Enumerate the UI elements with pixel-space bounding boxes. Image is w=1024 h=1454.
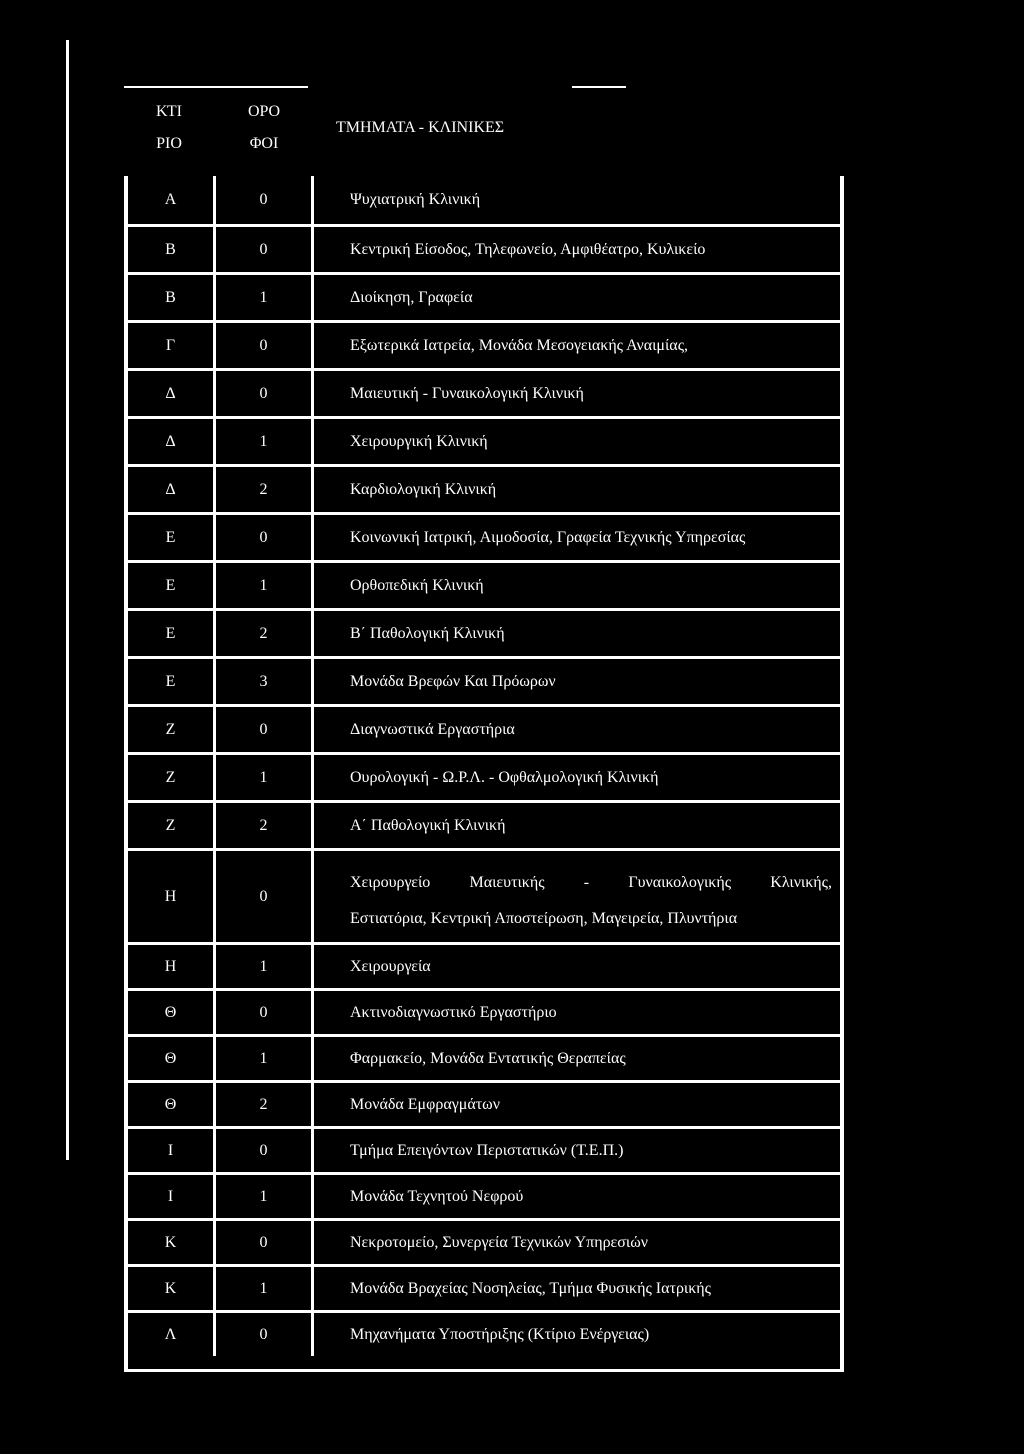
floor-cell: 0 <box>216 515 314 560</box>
department-cell: Νεκροτομείο, Συνεργεία Τεχνικών Υπηρεσιών <box>350 1233 648 1251</box>
table-row <box>128 1310 840 1356</box>
building-cell: Δ <box>128 467 216 512</box>
department-word: Γυναικολογικής <box>628 874 732 891</box>
department-cell: Μαιευτική - Γυναικολογική Κλινική <box>350 384 584 402</box>
floor-cell: 2 <box>216 803 314 848</box>
building-cell: Η <box>128 945 216 988</box>
table-row <box>128 464 840 512</box>
department-cell: Διοίκηση, Γραφεία <box>350 288 473 306</box>
floor-cell: 1 <box>216 755 314 800</box>
department-cell: Χειρουργική Κλινική <box>350 432 488 450</box>
header-floor <box>216 96 312 160</box>
building-cell: Η <box>128 851 216 942</box>
floor-cell: 0 <box>216 851 314 942</box>
building-cell: Ε <box>128 563 216 608</box>
floor-cell: 1 <box>216 419 314 464</box>
table-row <box>128 272 840 320</box>
table-row <box>128 176 840 224</box>
table-row <box>128 368 840 416</box>
department-word: - <box>583 874 590 891</box>
building-cell: Θ <box>128 1037 216 1080</box>
table-row <box>128 988 840 1034</box>
department-word: Κλινικής, <box>770 874 832 891</box>
header-rule-right <box>572 86 626 88</box>
header-rule-left <box>124 86 308 88</box>
building-cell: Κ <box>128 1267 216 1310</box>
header-departments <box>316 112 616 144</box>
building-cell: Ζ <box>128 755 216 800</box>
building-cell: Γ <box>128 323 216 368</box>
building-cell: Ι <box>128 1129 216 1172</box>
building-cell: Κ <box>128 1221 216 1264</box>
department-cell: Β΄ Παθολογική Κλινική <box>350 624 505 642</box>
building-cell: Λ <box>128 1313 216 1356</box>
floor-cell: 1 <box>216 275 314 320</box>
department-cell: Ψυχιατρική Κλινική <box>350 191 481 208</box>
table-row <box>128 656 840 704</box>
table-row <box>128 1126 840 1172</box>
department-cell: Μηχανήματα Υποστήριξης (Κτίριο Ενέργειας) <box>350 1325 650 1343</box>
department-cell: Μονάδα Βραχείας Νοσηλείας, Τμήμα Φυσικής Ιατρικής <box>350 1279 711 1297</box>
floor-cell: 0 <box>216 1313 314 1356</box>
building-cell: Ε <box>128 659 216 704</box>
building-cell: Ε <box>128 611 216 656</box>
building-cell: Δ <box>128 371 216 416</box>
department-cell: Μονάδα Τεχνητού Νεφρού <box>350 1187 524 1205</box>
left-margin-rule <box>66 40 69 1160</box>
department-cell: Φαρμακείο, Μονάδα Εντατικής Θεραπείας <box>350 1049 626 1067</box>
floor-cell: 2 <box>216 467 314 512</box>
table-row <box>128 608 840 656</box>
table-row <box>128 704 840 752</box>
building-cell: Ζ <box>128 707 216 752</box>
table-row <box>128 416 840 464</box>
floor-cell: 3 <box>216 659 314 704</box>
department-cell: Χειρουργεία <box>350 957 431 975</box>
table-row <box>128 1218 840 1264</box>
floor-cell: 0 <box>216 1129 314 1172</box>
department-cell: Ακτινοδιαγνωστικό Εργαστήριο <box>350 1003 557 1021</box>
header-building <box>124 96 214 160</box>
department-cell: Ουρολογική - Ω.Ρ.Λ. - Οφθαλμολογική Κλινική <box>350 768 659 786</box>
department-cell: Διαγνωστικά Εργαστήρια <box>350 720 515 738</box>
department-cell: Ορθοπεδική Κλινική <box>350 576 484 594</box>
department-word: Μαιευτικής <box>469 874 545 891</box>
departments-table <box>124 176 844 1372</box>
table-row <box>128 224 840 272</box>
department-cell: Α΄ Παθολογική Κλινική <box>350 816 506 834</box>
department-line-1 <box>350 865 832 901</box>
building-cell: Β <box>128 227 216 272</box>
table-row <box>128 512 840 560</box>
header-building-line2: ΡΙΟ <box>156 135 182 152</box>
floor-cell: 2 <box>216 611 314 656</box>
department-cell: Κεντρική Είσοδος, Τηλεφωνείο, Αμφιθέατρο, Κυλικείο <box>350 240 706 258</box>
floor-cell: 1 <box>216 1267 314 1310</box>
building-cell: Δ <box>128 419 216 464</box>
department-cell <box>314 851 840 942</box>
floor-cell: 0 <box>216 707 314 752</box>
table-row <box>128 752 840 800</box>
department-cell: Μονάδα Εμφραγμάτων <box>350 1095 500 1113</box>
floor-cell: 0 <box>216 323 314 368</box>
header-floor-line2: ΦΟΙ <box>249 135 279 152</box>
department-word: Χειρουργείο <box>350 874 431 891</box>
floor-cell: 0 <box>216 176 314 224</box>
table-row <box>128 320 840 368</box>
building-cell: Β <box>128 275 216 320</box>
table-row <box>128 848 840 942</box>
floor-cell: 1 <box>216 945 314 988</box>
building-cell: Ε <box>128 515 216 560</box>
header-building-line1: ΚΤΙ <box>156 103 182 120</box>
floor-cell: 0 <box>216 371 314 416</box>
table-row <box>128 1034 840 1080</box>
table-row <box>128 800 840 848</box>
floor-cell: 0 <box>216 1221 314 1264</box>
floor-cell: 1 <box>216 1037 314 1080</box>
floor-cell: 2 <box>216 1083 314 1126</box>
building-cell: Θ <box>128 991 216 1034</box>
floor-cell: 0 <box>216 991 314 1034</box>
floor-cell: 0 <box>216 227 314 272</box>
table-header <box>124 96 844 176</box>
building-cell: Ι <box>128 1175 216 1218</box>
building-cell: Ζ <box>128 803 216 848</box>
floor-cell: 1 <box>216 1175 314 1218</box>
table-row <box>128 1172 840 1218</box>
department-cell: Κοινωνική Ιατρική, Αιμοδοσία, Γραφεία Τεχνικής Υπηρεσίας <box>350 528 746 546</box>
building-cell: Α <box>128 176 216 224</box>
header-floor-line1: ΟΡΟ <box>247 103 280 120</box>
header-departments-label: ΤΜΗΜΑΤΑ - ΚΛΙΝΙΚΕΣ <box>336 119 505 136</box>
building-cell: Θ <box>128 1083 216 1126</box>
table-row <box>128 942 840 988</box>
table-row <box>128 560 840 608</box>
table-row <box>128 1264 840 1310</box>
table-row <box>128 1080 840 1126</box>
department-line-2: Εστιατόρια, Κεντρική Αποστείρωση, Μαγειρεία, Πλυντήρια <box>350 910 738 927</box>
department-cell: Καρδιολογική Κλινική <box>350 480 497 498</box>
department-cell: Εξωτερικά Ιατρεία, Μονάδα Μεσογειακής Αναιμίας, <box>350 336 689 354</box>
department-cell: Τμήμα Επειγόντων Περιστατικών (Τ.Ε.Π.) <box>350 1141 624 1159</box>
department-cell: Μονάδα Βρεφών Και Πρόωρων <box>350 672 556 690</box>
floor-cell: 1 <box>216 563 314 608</box>
